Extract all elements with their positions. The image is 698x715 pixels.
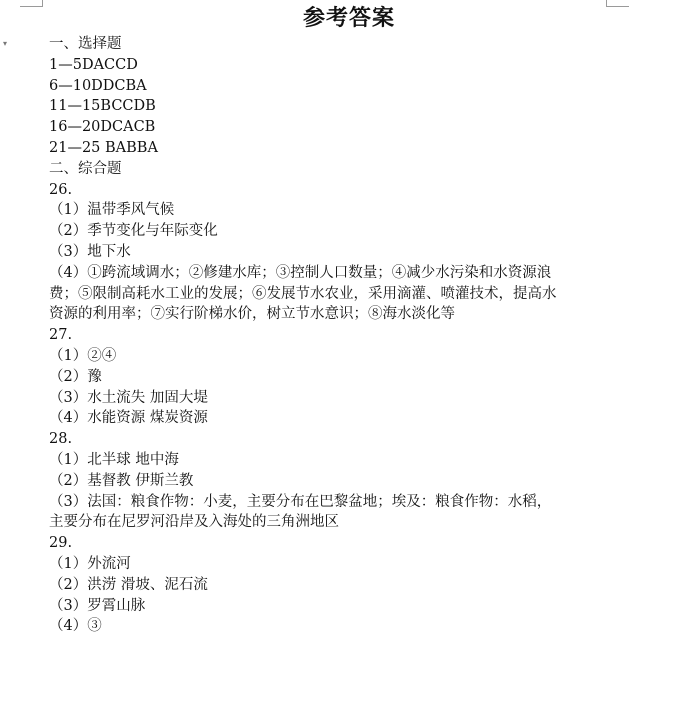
answer-line: （3）地下水	[49, 243, 131, 260]
answer-line: 资源的利用率；⑦实行阶梯水价，树立节水意识；⑧海水淡化等	[49, 306, 455, 323]
answer-line: 21—25 BABBA	[49, 139, 158, 156]
answer-line: 6—10DDCBA	[49, 77, 147, 94]
margin-marker-icon: ▾	[3, 39, 8, 48]
answer-line: 主要分布在尼罗河沿岸及入海处的三角洲地区	[49, 514, 339, 531]
answer-line: （1）温带季风气候	[49, 202, 175, 219]
answer-line: （2）基督教 伊斯兰教	[49, 472, 194, 489]
answer-line: （1）外流河	[49, 555, 131, 572]
question-number: 28.	[49, 431, 73, 448]
section-heading-comprehensive: 二、综合题	[49, 160, 122, 177]
answer-line: （4）①跨流域调水；②修建水库；③控制人口数量；④减少水污染和水资源浪	[49, 264, 552, 281]
answer-line: 1—5DACCD	[49, 56, 138, 73]
answer-line: （1）北半球 地中海	[49, 451, 179, 468]
answer-line: 费；⑤限制高耗水工业的发展；⑥发展节水农业，采用滴灌、喷灌技术，提高水	[49, 285, 557, 302]
answer-line: （2）季节变化与年际变化	[49, 223, 218, 240]
answer-line: （3）罗霄山脉	[49, 597, 146, 614]
answer-line: （3）法国：粮食作物：小麦，主要分布在巴黎盆地；埃及：粮食作物：水稻，	[49, 493, 552, 510]
answer-line: 16—20DCACB	[49, 119, 156, 136]
page-title: 参考答案	[302, 5, 395, 31]
answer-line: （2）豫	[49, 368, 102, 385]
question-number: 26.	[49, 181, 73, 198]
question-number: 27.	[49, 327, 73, 344]
answer-line: （4）③	[49, 618, 102, 635]
answer-line: （3）水土流失 加固大堤	[49, 389, 208, 406]
answer-line: （4）水能资源 煤炭资源	[49, 410, 208, 427]
answer-body	[49, 34, 629, 637]
answer-line: （1）②④	[49, 347, 117, 364]
question-number: 29.	[49, 535, 73, 552]
answer-line: （2）洪涝 滑坡、泥石流	[49, 576, 208, 593]
section-heading-choice: 一、选择题	[49, 36, 122, 52]
answer-line: 11—15BCCDB	[49, 98, 156, 115]
